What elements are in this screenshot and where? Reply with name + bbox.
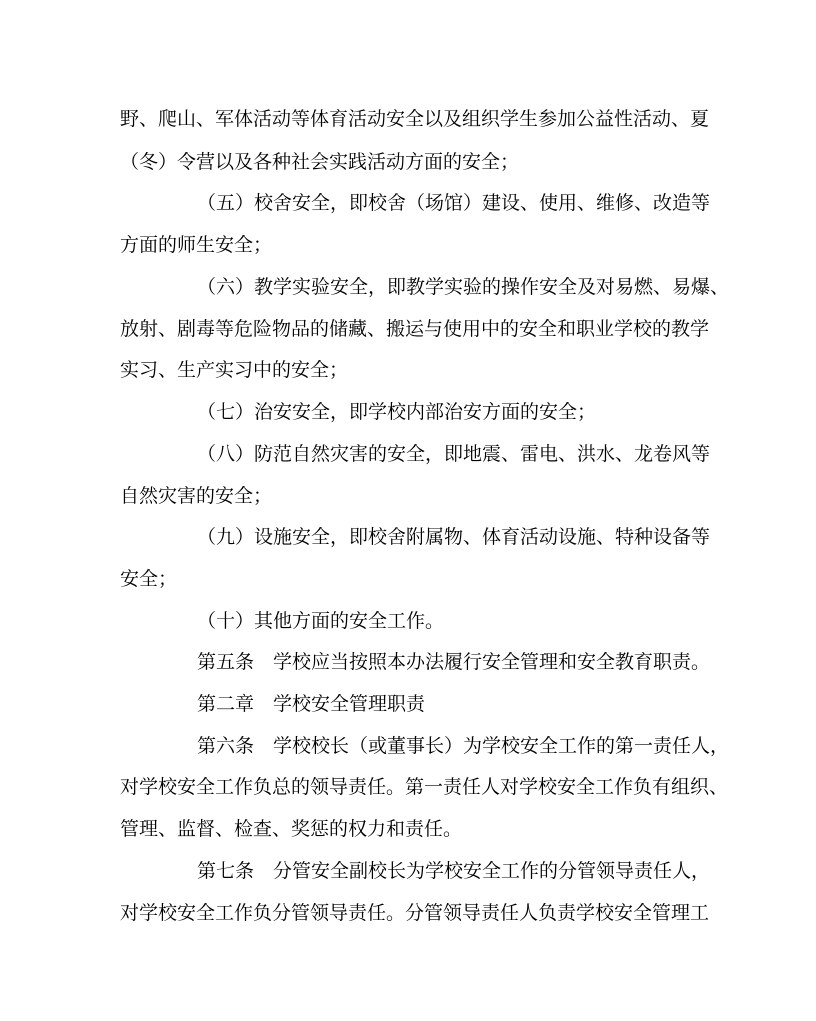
text-line: 自然灾害的安全； (120, 485, 273, 507)
text-line: （冬）令营以及各种社会实践活动方面的安全； (120, 151, 520, 173)
text-line: 对学校安全工作负总的领导责任。第一责任人对学校安全工作负有组织、 (120, 776, 729, 798)
text-line: 放射、剧毒等危险物品的储藏、搬运与使用中的安全和职业学校的教学 (120, 318, 710, 340)
section-heading: 第二章 学校安全管理职责 (197, 693, 426, 715)
text-line: 方面的师生安全； (120, 234, 273, 256)
text-line: 第七条 分管安全副校长为学校安全工作的分管领导责任人， (197, 860, 711, 882)
text-line: 安全； (120, 568, 178, 590)
text-line: 实习、生产实习中的安全； (120, 359, 349, 381)
text-line: 对学校安全工作负分管领导责任。分管领导责任人负责学校安全管理工 (120, 902, 710, 924)
text-line: 第五条 学校应当按照本办法履行安全管理和安全教育职责。 (197, 651, 711, 673)
text-line: 管理、监督、检查、奖惩的权力和责任。 (120, 818, 463, 840)
text-line: （九）设施安全，即校舍附属物、体育活动设施、特种设备等 (197, 526, 711, 548)
text-line: （七）治安安全，即学校内部治安方面的安全； (197, 401, 597, 423)
text-line: 第六条 学校校长（或董事长）为学校安全工作的第一责任人， (197, 735, 730, 757)
text-line: （十）其他方面的安全工作。 (197, 610, 445, 632)
text-line: 野、爬山、军体活动等体育活动安全以及组织学生参加公益性活动、夏 (120, 108, 710, 130)
text-line: （六）教学实验安全，即教学实验的操作安全及对易燃、易爆、 (197, 276, 730, 298)
text-line: （五）校舍安全，即校舍（场馆）建设、使用、维修、改造等 (197, 192, 711, 214)
text-line: （八）防范自然灾害的安全，即地震、雷电、洪水、龙卷风等 (197, 443, 711, 465)
